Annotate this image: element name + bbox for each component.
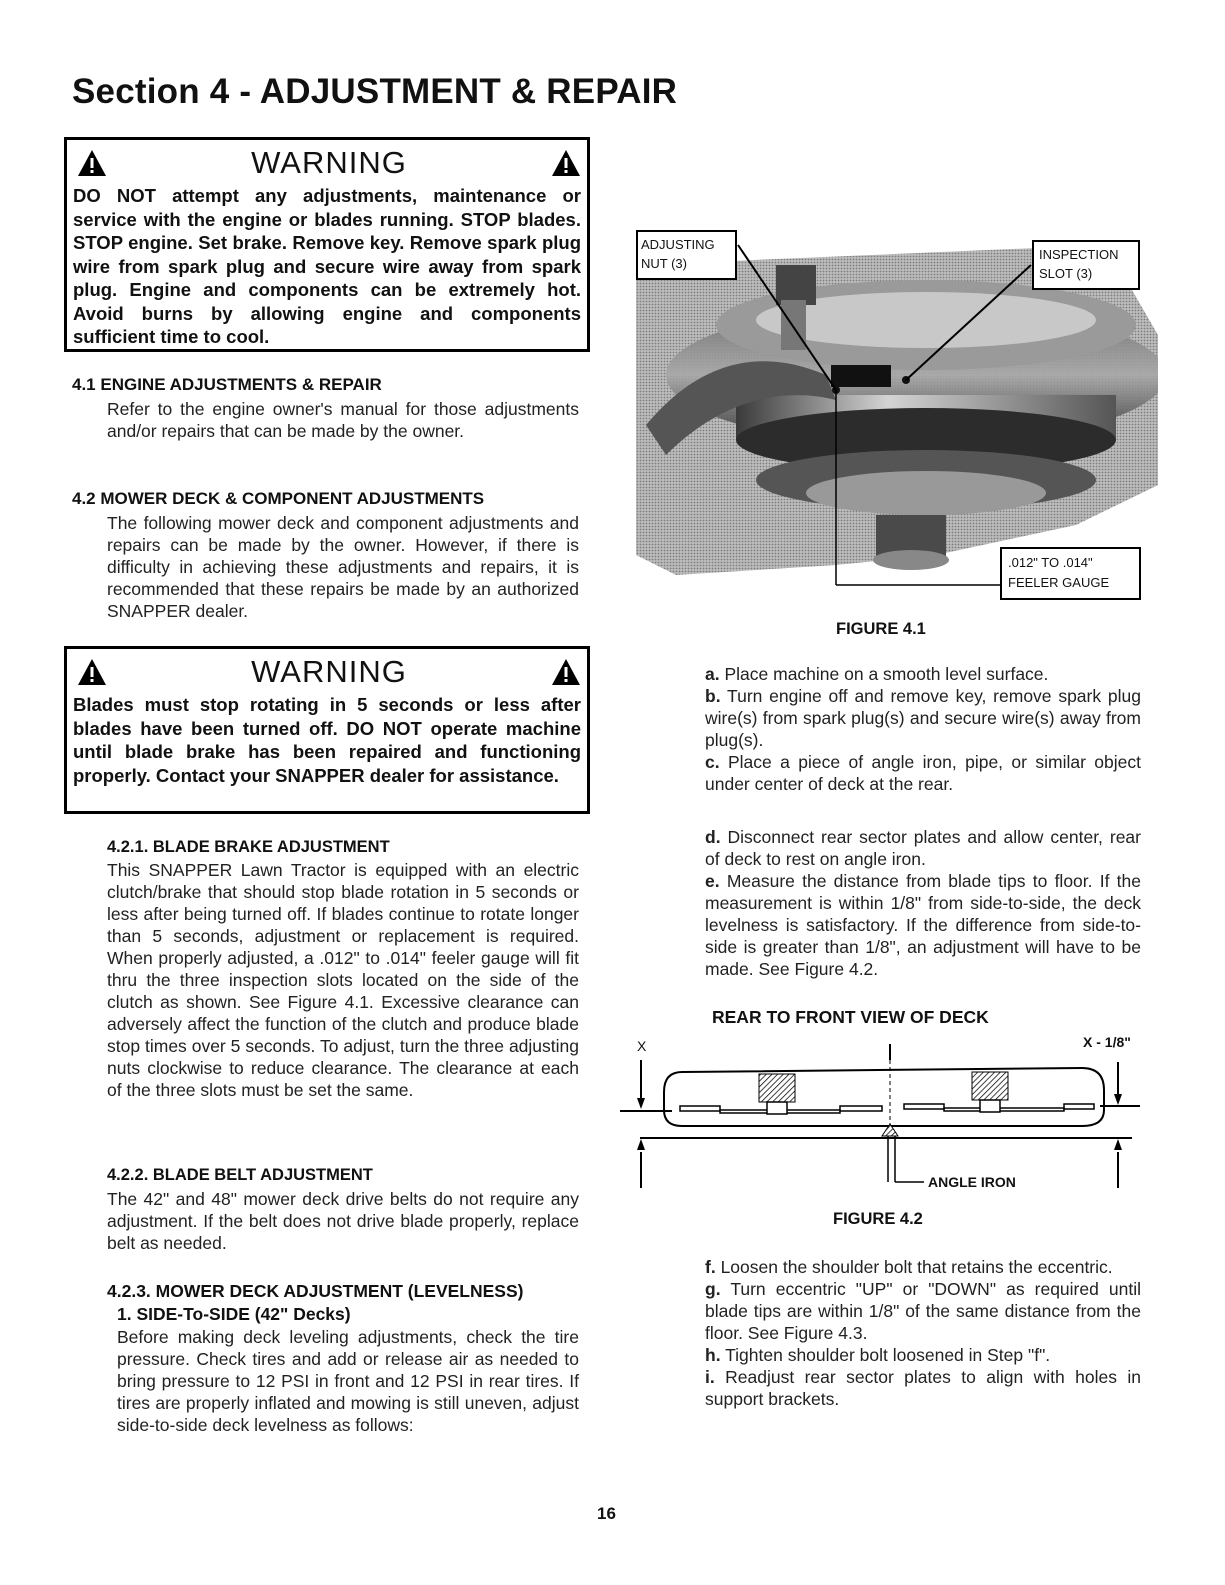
page-title: Section 4 - ADJUSTMENT & REPAIR bbox=[72, 72, 678, 111]
steps-list-a-c bbox=[705, 663, 1141, 795]
step-g: g. Turn eccentric "UP" or "DOWN" as required until blade tips are within 1/8" of the same distance from the floor. See Figure 4.3. bbox=[705, 1279, 1142, 1343]
step-f: f. Loosen the shoulder bolt that retains the eccentric. bbox=[705, 1257, 1113, 1277]
warning-triangle-icon bbox=[77, 658, 107, 686]
section-heading-4-2-2: 4.2.2. BLADE BELT ADJUSTMENT bbox=[107, 1166, 373, 1184]
step-e: e. Measure the distance from blade tips to floor. If the measurement is within 1/8" from side-to-side, the deck levelness is satisfactory. If the difference from side-to-side is greater than 1/8", an adjustment will have to be made. See Figure 4.2. bbox=[705, 871, 1141, 979]
deck-diagram bbox=[612, 1030, 1142, 1200]
steps-list-f-i bbox=[705, 1256, 1141, 1410]
section-text-4-2: The following mower deck and component adjustments and repairs can be made by the owner. However, if there is difficulty in achieving these adjustments and repairs, it is recommended that these repairs be made by an authorized SNAPPER dealer. bbox=[107, 513, 579, 621]
steps-list-d-e bbox=[705, 826, 1141, 980]
section-text-4-2-2: The 42" and 48" mower deck drive belts do not require any adjustment. If the belt does not drive blade properly, replace belt as needed. bbox=[107, 1189, 579, 1253]
figure-4-1-caption: FIGURE 4.1 bbox=[836, 620, 926, 638]
step-i: i. Readjust rear sector plates to align with holes in support brackets. bbox=[705, 1367, 1141, 1409]
section-text-4-2-1: This SNAPPER Lawn Tractor is equipped with an electric clutch/brake that should stop blade rotation in 5 seconds or less after being turned off. If blades continue to rotate longer than 5 seconds, adjustment or replacement is required. When properly adjusted, a .012" to .014" feeler gauge will fit thru the three inspection slots located on the side of the clutch as shown. See Figure 4.1. Excessive clearance can adversely affect the function of the clutch and produce blade stop times over 5 seconds. To adjust, turn the three adjusting nuts clockwise to reduce clearance. The clearance at each of the three slots must be set the same. bbox=[107, 860, 579, 1100]
step-d: d. Disconnect rear sector plates and allow center, rear of deck to rest on angle iron. bbox=[705, 827, 1141, 869]
step-a: a. Place machine on a smooth level surface. bbox=[705, 664, 1049, 684]
warning-triangle-icon bbox=[551, 658, 581, 686]
label-angle-iron: ANGLE IRON bbox=[928, 1174, 1016, 1190]
step-h: h. Tighten shoulder bolt loosened in Step "f". bbox=[705, 1345, 1051, 1365]
label-feeler-gauge: .012" TO .014" FEELER GAUGE bbox=[1000, 547, 1141, 600]
label-inspection-slot: INSPECTION SLOT (3) bbox=[1032, 240, 1140, 290]
section-heading-4-1: 4.1 ENGINE ADJUSTMENTS & REPAIR bbox=[72, 375, 382, 394]
section-heading-4-2: 4.2 MOWER DECK & COMPONENT ADJUSTMENTS bbox=[72, 489, 485, 508]
warning-box-2 bbox=[64, 646, 590, 814]
label-x: X bbox=[637, 1038, 647, 1054]
step-b: b. Turn engine off and remove key, remove spark plug wire(s) from spark plug(s) and secure wire(s) away from plug(s). bbox=[705, 686, 1141, 750]
warning-title: WARNING bbox=[251, 145, 407, 180]
warning-text: DO NOT attempt any adjustments, maintenance or service with the engine or blades running. STOP blades. STOP engine. Set brake. Remove key. Remove spark plug wire from spark plug and secure wire away from spark plug. Engine and components can be extremely hot. Avoid burns by allowing engine and components sufficient time to cool. bbox=[73, 185, 581, 347]
figure-4-1 bbox=[636, 225, 1158, 610]
warning-triangle-icon bbox=[77, 149, 107, 177]
warning-header bbox=[73, 651, 581, 693]
warning-header bbox=[73, 142, 581, 184]
label-x-minus-eighth: X - 1/8" bbox=[1083, 1034, 1131, 1050]
step-c: c. Place a piece of angle iron, pipe, or similar object under center of deck at the rear. bbox=[705, 752, 1141, 794]
warning-text: Blades must stop rotating in 5 seconds or less after blades have been turned off. DO NOT operate machine until blade brake has been repaired and functioning properly. Contact your SNAPPER dealer for assistance. bbox=[73, 694, 581, 786]
section-text-4-1: Refer to the engine owner's manual for those adjustments and/or repairs that can be made by the owner. bbox=[107, 399, 579, 441]
warning-box-1 bbox=[64, 137, 590, 352]
page-number: 16 bbox=[597, 1504, 616, 1523]
figure-4-2 bbox=[612, 1030, 1142, 1200]
section-text-4-2-3: Before making deck leveling adjustments, check the tire pressure. Check tires and add or release air as needed to bring pressure to 12 PSI in front and 12 PSI in rear tires. If tires are properly inflated and mowing is still uneven, adjust side-to-side deck levelness as follows: bbox=[117, 1327, 579, 1435]
label-adjusting-nut: ADJUSTING NUT (3) bbox=[636, 230, 737, 280]
section-heading-4-2-3: 4.2.3. MOWER DECK ADJUSTMENT (LEVELNESS) bbox=[107, 1281, 524, 1301]
warning-triangle-icon bbox=[551, 149, 581, 177]
subheading-side-to-side: 1. SIDE-To-SIDE (42" Decks) bbox=[117, 1304, 351, 1324]
figure-4-2-title: REAR TO FRONT VIEW OF DECK bbox=[712, 1007, 989, 1027]
section-heading-4-2-1: 4.2.1. BLADE BRAKE ADJUSTMENT bbox=[107, 838, 390, 856]
figure-4-2-caption: FIGURE 4.2 bbox=[833, 1210, 923, 1228]
warning-title: WARNING bbox=[251, 654, 407, 689]
